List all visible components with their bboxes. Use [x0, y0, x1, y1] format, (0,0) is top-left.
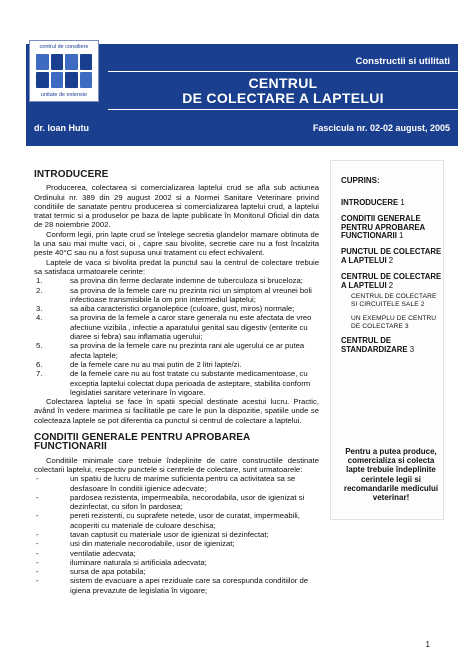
header-rule-top — [108, 71, 458, 72]
requirements-list — [36, 276, 319, 397]
conditions-paragraph: Conditiile minimale care trebuie îndeplinite de catre constructiile destinate colectarii laptelui, respectiv punctele si centrele de colectare, sunt urmatoarele: — [34, 455, 319, 474]
title-line-1: CENTRUL — [248, 75, 318, 91]
list-item: - usi din materiale necorodabile, usor de igienizat; — [36, 539, 235, 549]
toc-list — [341, 199, 443, 362]
list-item: - iluminare naturala si artificiala adecvata; — [36, 557, 207, 567]
title-line-2: DE COLECTARE A LAPTELUI — [182, 90, 384, 106]
callout-note: Pentru a putea produce, comercializa si colecta lapte trebuie îndeplinite cerintele legii si recomandarile medicului veterinar! — [343, 447, 439, 503]
list-item: 5. sa provina de la femele care nu prezinta rani ale ugerului ce ar putea afecta laptele; — [36, 341, 305, 360]
list-item: - un spatiu de lucru de marime suficienta pentru ca activitatea sa se desfasoare în conditii igienice adecvate; — [36, 474, 296, 493]
toc-item-punctul[interactable]: PUNCTUL DE COLECTARE A LAPTELUI 2 — [341, 247, 442, 265]
list-item: 6. de la femele care nu au mai putin de 2 litri lapte/zi. — [36, 359, 242, 369]
list-item: 1. sa provina din ferme declarate indemne de tuberculoza si bruceloza; — [36, 276, 303, 286]
list-item: - ventilatie adecvata; — [36, 548, 136, 558]
logo-bottom-text: unitate de extensie — [40, 92, 88, 98]
list-item: 3. sa aiba caracteristici organoleptice (culoare, gust, miros) normale; — [36, 304, 295, 314]
toc-subitem-circuite[interactable]: CENTRUL DE COLECTARE SI CIRCUITELE SALE 2 — [351, 293, 437, 309]
conditions-list — [36, 474, 319, 595]
intro-paragraph-2: Conform legii, prin lapte crud se întelege secretia glandelor mamare obtinuta de la una sau mai multe vaci, oi , capre sau bivolite, secretie care nu a fost încalzita peste 40°C sau nu a fost supusa unui tratament cu efect echivalent. — [34, 229, 319, 258]
list-item: - sursa de apa potabila; — [36, 567, 146, 577]
intro-paragraph-4: Colectarea laptelui se face în spatii special destinate acestui lucru. Practic, având în vedere marimea si facilitatile pe care le pun la dispozitie, spatiile unde se colecteaza laptele se pot diferentia ca punctul si centrul de colectare a laptelui. — [34, 397, 319, 425]
main-content — [34, 170, 319, 595]
toc-item-standardizare[interactable]: CENTRUL DE STANDARDIZARE 3 — [341, 336, 415, 355]
list-item: 4. sa provina de la femele a caror stare generala nu este afectata de vreo afectiune vizibila , infectie a aparatului genital sau digestiv (enterite cu diaree si febra) sau inflamatia ugerului; — [36, 313, 312, 342]
series-subtitle: Constructii si utilitati — [355, 56, 450, 67]
issue-info: Fascicula nr. 02-02 august, 2005 — [312, 123, 450, 133]
author: dr. Ioan Hutu — [34, 123, 89, 133]
toc-item-introducere[interactable]: INTRODUCERE 1 — [341, 198, 405, 207]
intro-heading: INTRODUCERE — [34, 169, 109, 180]
logo-top-text: centrul de consiliere — [39, 44, 89, 50]
list-item: - pardosea rezistenta, impermeabila, necorodabila, usor de igienizat si dezinfectat, cu sifon în pardosea; — [36, 492, 305, 512]
intro-paragraph-3: Laptele de vaca si bivolita predat la punctul sau la centrul de colectare trebuie sa satisfaca urmatoarele cerinte: — [34, 257, 319, 276]
list-item: - sistem de evacuare a apei reziduale care sa corespunda conditiilor de igiena prevazute de legislatia în vigoare; — [36, 576, 309, 595]
header-rule-bottom — [108, 109, 458, 110]
list-item: - tavan captusit cu materiale usor de igienizat si dezinfectat; — [36, 529, 269, 539]
toc-item-centrul[interactable]: CENTRUL DE COLECTARE A LAPTELUI 2 — [341, 271, 442, 290]
page-number: 1 — [425, 640, 430, 649]
conditions-section — [34, 433, 319, 595]
list-item: 2. sa provina de la femele care nu prezinta nici un simptom al vreunei boli infectioase transmisibile la om prin intermediul laptelui; — [36, 285, 312, 304]
conditions-heading: CONDITII GENERALE PENTRU APROBAREA FUNCTIONARII — [34, 432, 251, 453]
document-title — [108, 76, 458, 106]
toc-title: CUPRINS: — [341, 176, 380, 185]
logo-mark-icon — [36, 54, 92, 88]
list-item: 7. de la femele care nu au fost tratate cu substante medicamentoase, cu exceptia laptelui colectat dupa perioada de asteptare, stabilita conform legislatiei sanitare veterinare în vigoare. — [36, 369, 311, 397]
list-item: - pereti rezistenti, cu suprafete netede, usor de curatat, impermeabili, acoperiti cu materiale de culoare deschisa; — [36, 511, 300, 530]
logo — [29, 40, 99, 102]
intro-paragraph-1: Producerea, colectarea si comercializarea laptelui crud se afla sub actiunea Ordinului nr. 389 din 29 august 2002 si a Normei Sanitare Veterinare privind conditiile de sanatate pentru producerea si comercializarea laptelui crud, a laptelui tratat termic si a produselor pe baza de lapte publicate în Monitorul Oficial din data de 28 noiembrie 2002. — [34, 183, 319, 230]
toc-item-conditii[interactable]: CONDITII GENERALE PENTRU APROBAREA FUNCTIONARII 1 — [341, 213, 425, 241]
toc-subitem-exemplu[interactable]: UN EXEMPLU DE CENTRU DE COLECTARE 3 — [351, 315, 437, 331]
